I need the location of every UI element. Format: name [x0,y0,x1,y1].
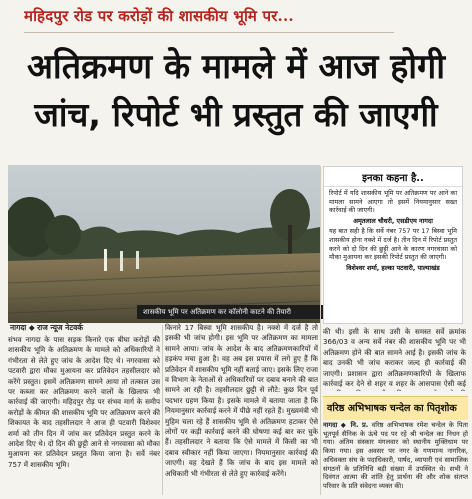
quote-1: रिपोर्ट में यदि शासकीय भूमि पर अतिक्रमण पर आने का मामला सामने आएगा तो इसमें नियमानुसार सख्त कार्रवाई की जाएगी। [329,189,457,215]
news-photo [8,165,320,323]
column-divider [162,325,163,495]
dateline: नागदा ◆ राज न्यूज नेटवर्क [10,323,84,332]
land-photo-image [8,165,320,323]
quote-box-title: इनका कहना है.. [324,170,462,187]
headline-line-2: जांच, रिपोर्ट भी प्रस्तुत की जाएगी [34,95,438,134]
article-column-1: संभव नागदा के पास सड़क किनारे एक बीघा करोड़ों की शासकीय भूमि के अतिक्रमण के मामले को अधिकारियों ने गंभीरता से लेते हुए जांच के आदेश दिए थे। नगरवासा को पटवारी द्वारा मौका मुआयना कर प्रतिवेदन तहसीलदार को करेंगे प्रस्तुत। इसमें अतिक्रमण सामने आया तो तत्काल उस पर कब्जा कर अतिक्रमण करने वालों के खिलाफ भी कार्रवाई की जाएगी। महिदपुर रोड़ पर संभव मार्ग के समीप करोड़ों के कीमत की शासकीय भूमि पर अतिक्रमण करने की शिकायत के बाद तहसीलदार ने आज ही पटवारी विशेश्वर शर्मा को तीन दिन में जांच कर प्रतिवेदन प्रस्तुत करने के आदेश दिए थे। दो दिन की छुट्टी आने से नगरवासा को मौका मुआयना कर प्रतिवेदन प्रस्तुत किया जाना है। सर्वे नंबर 757 में शासकीय भूमि। [8,335,160,469]
kicker: महिदपुर रोड पर करोड़ों की शासकीय भूमि पर... [24,7,294,25]
sub-story-text: वरिष्ठ अभिभाषक रमेश चन्देल के पिता भूतपूर्व सैनिक के ऊंचे पद पर रहे श्री चन्देल का निधन हो गया। अंतिम संस्कार मंगलवार को स्थानीय मुक्तिधाम पर किया गया। इस अवसर पर नगर के गणमान्य नागरिक, अधिवक्ता संघ के पदाधिकारी, पार्षद, व्यापारी एवं सामाजिक संगठनों के प्रतिनिधि बड़ी संख्या में उपस्थित थे। सभी ने दिवंगत आत्मा की शांति हेतु प्रार्थना की और शोक संतप्त परिवार के प्रति संवेदना व्यक्त की। [323,421,468,490]
quote-box [323,166,463,324]
quote-2: यह बात सही है कि सर्वे नंबर 757 पर 17 बिस्वा भूमि शासकीय होना नक्शे में दर्ज है। तीन दिन में रिपोर्ट प्रस्तुत करने को दो दिन की छुट्टी आने के कारण नगरवासा को मौका मुआयना कर इसकी रिपोर्ट प्रस्तुत की जाएगी। [329,227,457,262]
headline-line-1: अतिक्रमण के मामले में आज होगी [26,47,446,87]
photo-caption: शासकीय भूमि पर अतिक्रमण कर कॉलोनी काटने की तैयारी [137,305,325,319]
column-divider [320,166,321,495]
sub-story-dateline: नागदा ◆ नि. प्र. [323,421,369,429]
quote-1-attribution: अमृतलाल चौधरी, एसडीएम नागदा [353,216,433,225]
kicker-underline [24,32,394,33]
quote-2-attribution: विशेश्वर शर्मा, हल्का पटवारी, पाल्याखंड [346,263,440,272]
sub-story-body [323,421,468,495]
sub-story-headline: वरिष्ठ अभिभाषक चन्देल का पितृशोक [323,396,468,420]
article-column-3: की थी। इसी के साथ उसी के समस्त सर्वे क्रमांक 366/03 व अन्य सर्वे नंबर की शासकीय भूमि पर भी अतिक्रमण होने की बात सामने आई है। इसकी जांच के बाद उनकी भी जांच कराकर जल्द ही कार्रवाई की जाएगी। प्रशासन द्वारा अतिक्रमणकारियों के खिलाफ कार्रवाई कर देने से शहर व शहर के आसपास ऐसी कई [323,327,466,389]
article-column-2: किनारे 17 बिस्वा भूमि शासकीय है। नक्शे में दर्ज है तो इसकी भी जांच होगी। इस भूमि पर अतिक्रमण का मामला सामने आया। जांच के आदेश के बाद अतिक्रमणकारियों में हड़कंप मचा हुआ है। वह अब इस प्रयास में लगे हुए हैं कि प्रतिवेदन में शासकीय भूमि नहीं बताई जाए। इसके लिए राजा व विभाग के नेताओं से अधिकारियों पर दबाव बनाने की बात सामने आ रही है। तहसीलदार छुट्टी से लौटे: कुछ दिन पूर्व पदभार ग्रहण किया है। इसके मामले में बताया जाता है कि नियमानुसार कार्रवाई करने में पीछे नहीं रहते हैं। मुख्यमंत्री भी मुहिम चला रहे हैं शासकीय भूमि से अतिक्रमण हटाकर ऐसे लोगों पर कड़ी कार्रवाई करने की घोषणा कई बार कर चुके हैं। तहसीलदार ने बताया कि ऐसे मामले में किसी का भी दबाव स्वीकार नहीं किया जाएगा। नियमानुसार कार्रवाई की जाएगी। वह देखते हैं कि जांच के बाद इस मामले को अधिकारी भी गंभीरता से लेते हुए कार्रवाई करेंगे। [165,323,318,478]
